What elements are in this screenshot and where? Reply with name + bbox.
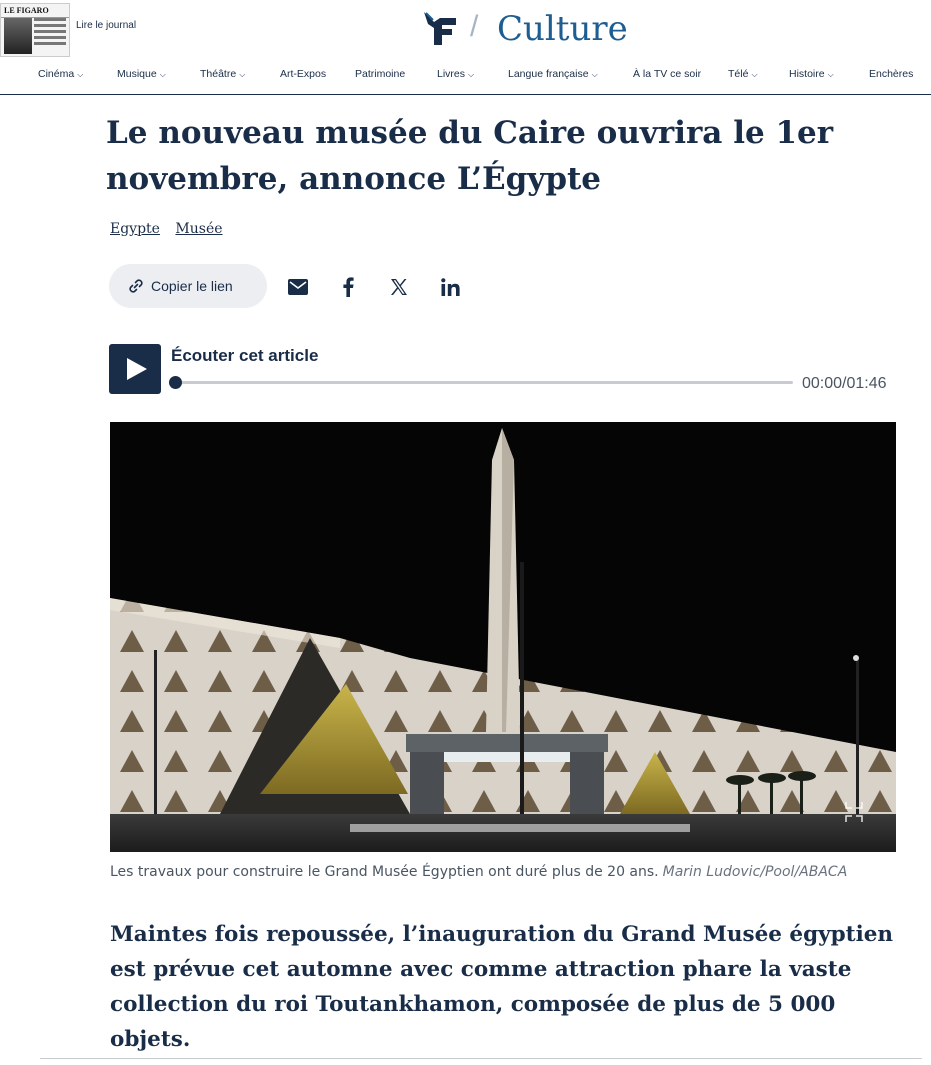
figaro-logo-icon[interactable] [420,8,460,48]
chevron-down-icon: ⌵ [827,70,834,79]
nav-item-livres[interactable] [437,68,474,80]
nav-label: Patrimoine [355,68,406,80]
main-nav [0,68,931,86]
nav-item-tv-ce-soir[interactable] [633,68,701,80]
bottom-divider [40,1058,922,1059]
chevron-down-icon: ⌵ [751,70,758,79]
article-photo [110,422,896,852]
mail-icon[interactable] [287,276,309,298]
nav-item-patrimoine[interactable] [355,68,405,80]
article-tags [110,221,234,237]
nav-label: Histoire [789,68,825,80]
nav-item-tele[interactable] [728,68,758,80]
nav-label: Livres [437,68,466,80]
photo-caption [110,864,847,880]
link-icon [127,277,145,295]
caption-text: Les travaux pour construire le Grand Musée Égyptien ont duré plus de 20 ans. [110,864,659,880]
nav-label: Théâtre [200,68,237,80]
header-separator: / [470,10,479,43]
chevron-down-icon: ⌵ [239,70,246,79]
facebook-icon[interactable] [337,276,359,298]
journal-masthead: LE FIGARO [1,4,69,18]
nav-item-langue-francaise[interactable] [508,68,598,80]
nav-item-theatre[interactable] [200,68,245,80]
listen-label: Écouter cet article [171,346,319,365]
section-title[interactable]: Culture [497,9,628,49]
audio-progress-track[interactable] [175,381,793,384]
play-icon [109,344,161,394]
linkedin-icon[interactable] [440,276,462,298]
play-button[interactable] [109,344,161,394]
nav-label: Langue française [508,68,589,80]
nav-item-musique[interactable] [117,68,166,80]
nav-item-cinema[interactable] [38,68,83,80]
audio-time: 00:00/01:46 [802,375,887,392]
site-header [0,0,931,95]
chevron-down-icon: ⌵ [159,70,166,79]
copy-link-label: Copier le lien [151,278,233,294]
tag-musee[interactable]: Musée [175,221,223,237]
chevron-down-icon: ⌵ [468,70,475,79]
journal-cover-photo [4,18,32,54]
photo-credit: Marin Ludovic/Pool/ABACA [662,864,848,880]
museum-illustration [110,422,896,852]
audio-player [109,344,899,394]
journal-thumbnail[interactable] [0,3,70,57]
journal-text-lines [34,18,66,48]
chevron-down-icon: ⌵ [591,70,598,79]
lire-le-journal-link[interactable]: Lire le journal [76,20,137,31]
x-icon[interactable] [388,276,410,298]
nav-item-art-expos[interactable] [280,68,326,80]
chevron-down-icon: ⌵ [77,70,84,79]
audio-progress-handle[interactable] [169,376,182,389]
nav-label: À la TV ce soir [633,68,702,80]
article-title: Le nouveau musée du Caire ouvrira le 1er novembre, annonce L’Égypte [106,115,834,197]
nav-label: Enchères [869,68,914,80]
nav-label: Télé [728,68,749,80]
nav-item-encheres[interactable] [869,68,913,80]
nav-label: Cinéma [38,68,75,80]
nav-label: Art-Expos [280,68,327,80]
nav-item-histoire[interactable] [789,68,834,80]
tag-egypte[interactable]: Egypte [110,221,160,237]
copy-link-button[interactable] [109,264,267,308]
nav-label: Musique [117,68,157,80]
article-lead: Maintes fois repoussée, l’inauguration du Grand Musée égyptien est prévue cet automne avec comme attraction phare la vaste collection du roi Toutankhamon, composée de plus de 5 000 objets. [110,922,894,1052]
